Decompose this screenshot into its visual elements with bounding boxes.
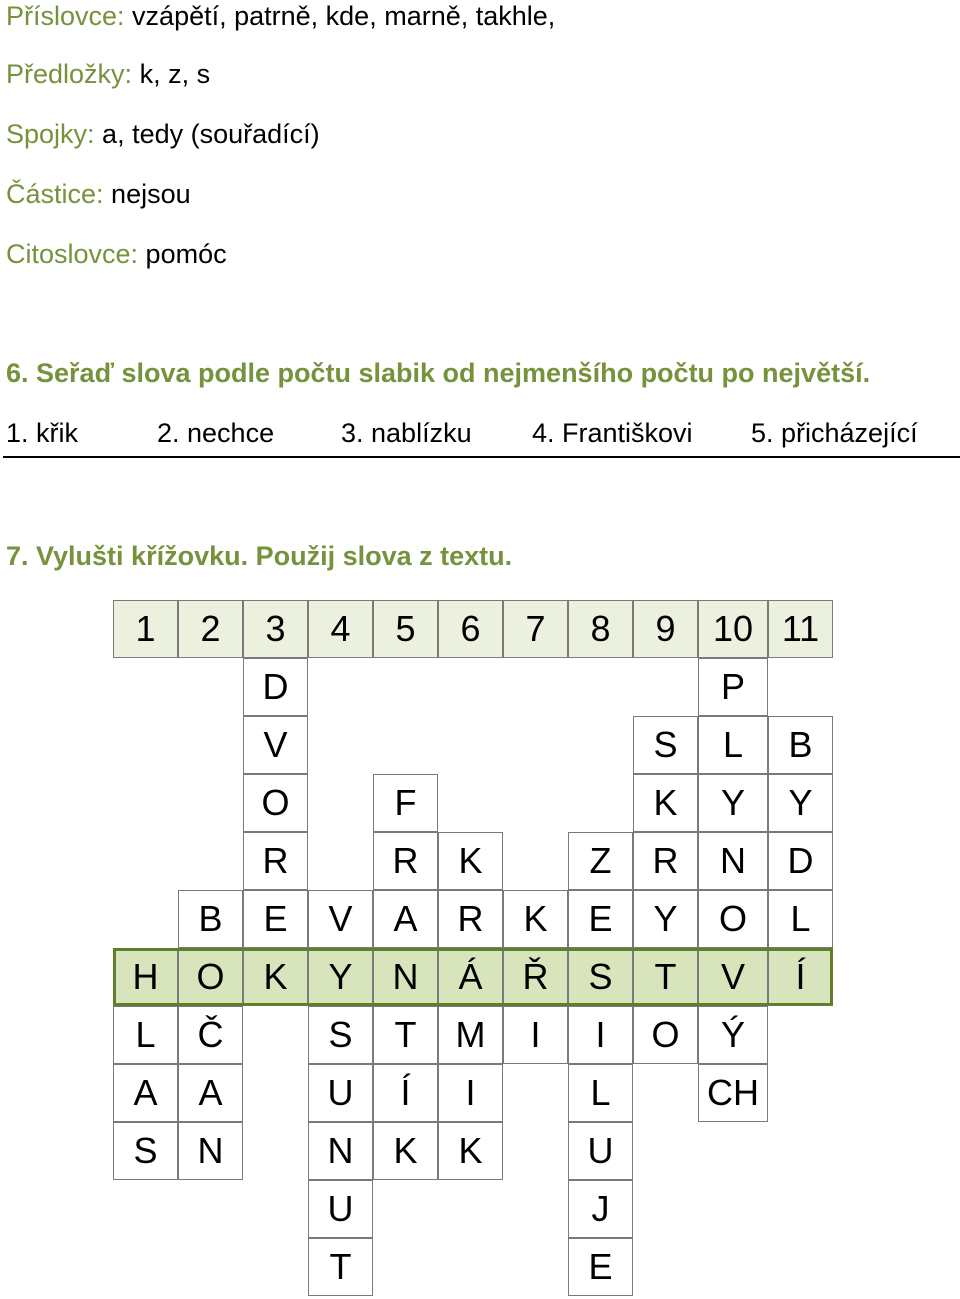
word-class-line (6, 58, 210, 90)
crossword-cell[interactable]: Ř (503, 948, 568, 1006)
crossword-cell[interactable]: P (698, 658, 768, 716)
crossword-cell[interactable]: H (113, 948, 178, 1006)
crossword-cell[interactable]: Z (568, 832, 633, 890)
crossword-cell[interactable]: N (698, 832, 768, 890)
crossword-cell[interactable]: S (568, 948, 633, 1006)
crossword-cell[interactable]: Y (308, 948, 373, 1006)
crossword-column-number: 8 (568, 600, 633, 658)
task6-word: 1. křik (6, 418, 79, 448)
crossword-cell[interactable]: N (373, 948, 438, 1006)
crossword-cell[interactable]: L (768, 890, 833, 948)
crossword-cell[interactable]: Ý (698, 1006, 768, 1064)
word-class-label: Částice: (6, 179, 104, 209)
word-class-value: vzápětí, patrně, kde, marně, takhle, (124, 1, 556, 31)
crossword-cell[interactable]: U (568, 1122, 633, 1180)
crossword-cell[interactable]: S (308, 1006, 373, 1064)
word-class-line (6, 238, 227, 270)
crossword-cell[interactable]: K (503, 890, 568, 948)
word-class-value: pomóc (138, 239, 227, 269)
crossword-cell[interactable]: A (178, 1064, 243, 1122)
crossword-cell[interactable]: D (768, 832, 833, 890)
crossword-column-number: 10 (698, 600, 768, 658)
crossword-cell[interactable]: J (568, 1180, 633, 1238)
crossword-column-number: 9 (633, 600, 698, 658)
crossword-cell[interactable]: L (568, 1064, 633, 1122)
word-class-label: Citoslovce: (6, 239, 139, 269)
crossword-column-number: 4 (308, 600, 373, 658)
task6-word: 2. nechce (157, 418, 275, 448)
word-class-line (6, 178, 191, 210)
crossword-cell[interactable]: L (698, 716, 768, 774)
word-class-label: Spojky: (6, 119, 95, 149)
crossword-cell[interactable]: I (568, 1006, 633, 1064)
crossword-grid (113, 600, 833, 1296)
crossword-column-number: 7 (503, 600, 568, 658)
crossword-cell[interactable]: N (308, 1122, 373, 1180)
crossword-cell[interactable]: L (113, 1006, 178, 1064)
word-class-value: k, z, s (132, 59, 211, 89)
crossword-cell[interactable]: E (568, 890, 633, 948)
crossword-column-number: 5 (373, 600, 438, 658)
crossword-cell[interactable]: O (243, 774, 308, 832)
crossword-column-number: 6 (438, 600, 503, 658)
word-class-value: nejsou (103, 179, 191, 209)
crossword-cell[interactable]: V (698, 948, 768, 1006)
crossword-cell[interactable]: Y (698, 774, 768, 832)
crossword-cell[interactable]: O (178, 948, 243, 1006)
crossword-cell[interactable]: O (698, 890, 768, 948)
crossword-cell[interactable]: T (373, 1006, 438, 1064)
crossword-cell[interactable]: S (113, 1122, 178, 1180)
crossword-cell[interactable]: Y (768, 774, 833, 832)
crossword-cell[interactable]: E (243, 890, 308, 948)
crossword-cell[interactable]: N (178, 1122, 243, 1180)
crossword-cell[interactable]: R (438, 890, 503, 948)
task6-word: 3. nablízku (341, 418, 472, 448)
crossword-cell[interactable]: K (243, 948, 308, 1006)
crossword-cell[interactable]: R (243, 832, 308, 890)
word-class-label: Příslovce: (6, 1, 125, 31)
crossword-cell[interactable]: I (438, 1064, 503, 1122)
crossword-cell[interactable]: V (308, 890, 373, 948)
crossword-cell[interactable]: T (633, 948, 698, 1006)
crossword-cell[interactable]: CH (698, 1064, 768, 1122)
task6-heading: 6. Seřaď slova podle počtu slabik od nejmenšího počtu po největší. (6, 358, 871, 388)
task6-word: 4. Františkovi (532, 418, 693, 448)
word-class-line (6, 118, 320, 150)
crossword-cell[interactable]: U (308, 1064, 373, 1122)
word-class-value: a, tedy (souřadící) (94, 119, 320, 149)
crossword-cell[interactable]: U (308, 1180, 373, 1238)
crossword-cell[interactable]: K (438, 832, 503, 890)
crossword-cell[interactable]: K (438, 1122, 503, 1180)
word-class-line (6, 0, 555, 32)
crossword-cell[interactable]: B (768, 716, 833, 774)
crossword-cell[interactable]: Č (178, 1006, 243, 1064)
crossword-cell[interactable]: O (633, 1006, 698, 1064)
crossword-cell[interactable]: R (633, 832, 698, 890)
crossword-cell[interactable]: Á (438, 948, 503, 1006)
crossword-cell[interactable]: D (243, 658, 308, 716)
crossword-column-number: 2 (178, 600, 243, 658)
crossword-cell[interactable]: R (373, 832, 438, 890)
answer-line[interactable] (3, 456, 960, 458)
task7-heading: 7. Vylušti křížovku. Použij slova z textu. (6, 541, 513, 571)
crossword-cell[interactable]: Í (768, 948, 833, 1006)
crossword-cell[interactable]: F (373, 774, 438, 832)
task6-words (6, 417, 956, 449)
crossword-cell[interactable]: K (373, 1122, 438, 1180)
crossword-cell[interactable]: T (308, 1238, 373, 1296)
crossword-cell[interactable]: I (503, 1006, 568, 1064)
crossword-cell[interactable]: E (568, 1238, 633, 1296)
task6-word: 5. přicházející (751, 418, 918, 448)
crossword-cell[interactable]: K (633, 774, 698, 832)
crossword-cell[interactable]: Í (373, 1064, 438, 1122)
crossword-column-number: 11 (768, 600, 833, 658)
crossword-column-number: 3 (243, 600, 308, 658)
crossword-cell[interactable]: A (113, 1064, 178, 1122)
crossword-cell[interactable]: B (178, 890, 243, 948)
crossword-cell[interactable]: Y (633, 890, 698, 948)
crossword-cell[interactable]: A (373, 890, 438, 948)
crossword-cell[interactable]: V (243, 716, 308, 774)
crossword-cell[interactable]: S (633, 716, 698, 774)
crossword-cell[interactable]: M (438, 1006, 503, 1064)
crossword-column-number: 1 (113, 600, 178, 658)
word-class-label: Předložky: (6, 59, 133, 89)
